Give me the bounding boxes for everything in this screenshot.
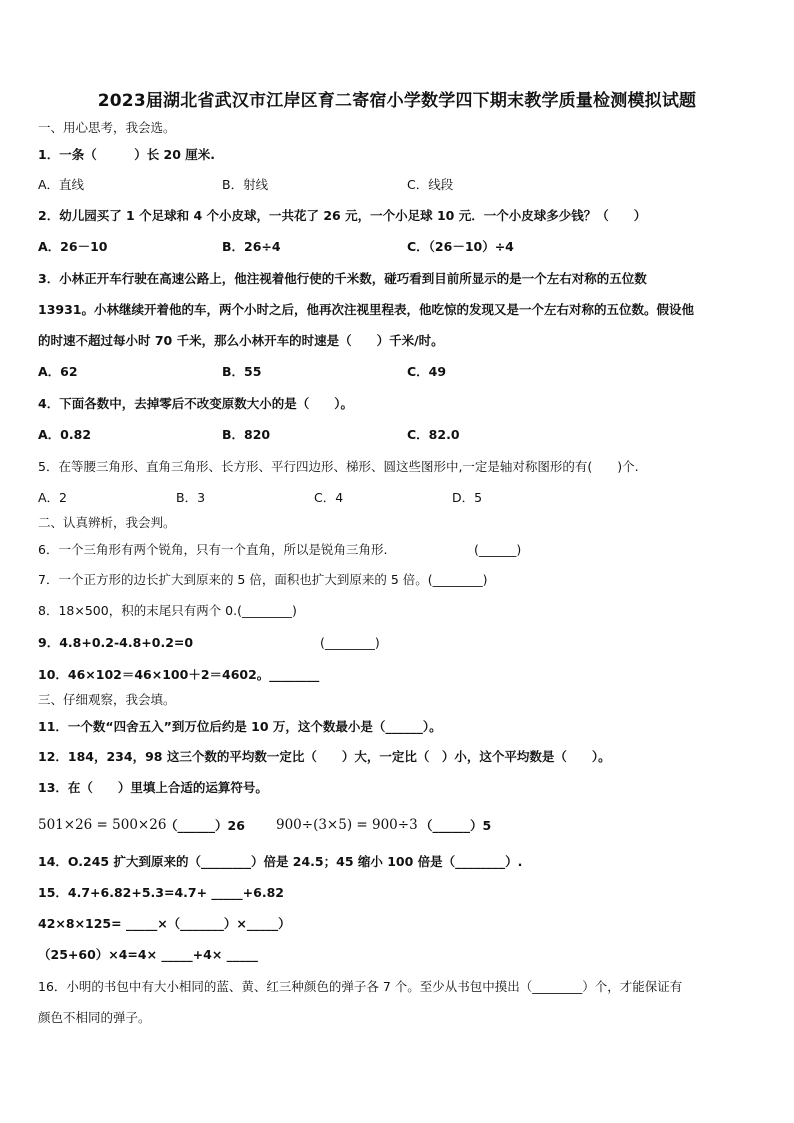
question-3-line-2: 13931。小林继续开着他的车，两个小时之后，他再次注视里程表，他吃惊的发现又是一个左右对称的五位数。假设他 <box>38 302 694 317</box>
q13-blank-2: （______）5 <box>420 818 492 833</box>
q6-answer-blank: (______) <box>474 542 522 557</box>
q3-option-b: B．55 <box>222 364 262 379</box>
q13-blank-1: （______）26 <box>165 818 245 833</box>
question-16-line-1: 16．小明的书包中有大小相同的蓝、黄、红三种颜色的弹子各 7 个。至少从书包中摸出（________）个，才能保证有 <box>38 979 683 994</box>
q4-option-c: C．82.0 <box>407 427 460 442</box>
q1-option-c: C．线段 <box>407 177 454 192</box>
question-11: 11．一个数“四舍五入”到万位后约是 10 万，这个数最小是（______）。 <box>38 719 442 734</box>
question-6: 6．一个三角形有两个锐角，只有一个直角，所以是锐角三角形. <box>38 542 388 557</box>
question-3-line-1: 3．小林正开车行驶在高速公路上，他注视着他行使的千米数，碰巧看到目前所显示的是一个左右对称的五位数 <box>38 271 647 286</box>
question-12: 12．184，234，98 这三个数的平均数一定比（ ）大，一定比（ ）小，这个平均数是（ ）。 <box>38 749 611 764</box>
q1-option-b: B．射线 <box>222 177 269 192</box>
q4-option-a: A．0.82 <box>38 427 92 442</box>
question-15-line-1: 15．4.7+6.82+5.3=4.7+ _____+6.82 <box>38 885 284 900</box>
q13-expression-2: 900÷(3×5) = 900÷3 <box>276 817 418 833</box>
question-1: 1．一条（ ）长 20 厘米. <box>38 147 216 162</box>
question-4: 4．下面各数中，去掉零后不改变原数大小的是（ ）。 <box>38 396 353 411</box>
q5-option-b: B．3 <box>176 490 206 505</box>
q3-option-a: A．62 <box>38 364 78 379</box>
question-13: 13．在（ ）里填上合适的运算符号。 <box>38 780 268 795</box>
question-10: 10．46×102＝46×100＋2＝4602。________ <box>38 667 320 682</box>
q2-option-b: B．26÷4 <box>222 239 281 254</box>
q5-option-a: A．2 <box>38 490 68 505</box>
q2-option-a: A．26－10 <box>38 239 108 254</box>
question-15-line-3: （25+60）×4=4× _____+4× _____ <box>38 947 258 962</box>
question-15-line-2: 42×8×125= _____×（_______）×_____） <box>38 916 291 931</box>
question-14: 14．O.245 扩大到原来的（________）倍是 24.5；45 缩小 100 倍是（________）. <box>38 854 523 869</box>
section-heading-1: 一、用心思考，我会选。 <box>38 120 176 135</box>
page-title: 2023届湖北省武汉市江岸区育二寄宿小学数学四下期末教学质量检测模拟试题 <box>97 91 697 111</box>
question-5: 5．在等腰三角形、直角三角形、长方形、平行四边形、梯形、圆这些图形中,一定是轴对称图形的有( )个. <box>38 459 639 474</box>
q1-option-a: A．直线 <box>38 177 85 192</box>
section-heading-2: 二、认真辨析，我会判。 <box>38 515 176 530</box>
question-9: 9．4.8+0.2-4.8+0.2=0 <box>38 635 194 650</box>
q5-option-c: C．4 <box>314 490 344 505</box>
section-heading-3: 三、仔细观察，我会填。 <box>38 692 176 707</box>
question-7: 7．一个正方形的边长扩大到原来的 5 倍，面积也扩大到原来的 5 倍。(________) <box>38 572 488 587</box>
question-16-line-2: 颜色不相同的弹子。 <box>38 1010 151 1025</box>
q9-answer-blank: (________) <box>320 635 380 650</box>
question-8: 8．18×500，积的末尾只有两个 0.(________) <box>38 603 297 618</box>
q5-option-d: D．5 <box>452 490 483 505</box>
question-2: 2．幼儿园买了 1 个足球和 4 个小皮球，一共花了 26 元，一个小足球 10 元．一个小皮球多少钱？（ ） <box>38 208 647 223</box>
q13-expression-1: 501×26 = 500×26 <box>38 817 167 833</box>
q4-option-b: B．820 <box>222 427 271 442</box>
q3-option-c: C．49 <box>407 364 447 379</box>
question-3-line-3: 的时速不超过每小时 70 千米，那么小林开车的时速是（ ）千米/时。 <box>38 333 444 348</box>
q2-option-c: C．（26－10）÷4 <box>407 239 514 254</box>
